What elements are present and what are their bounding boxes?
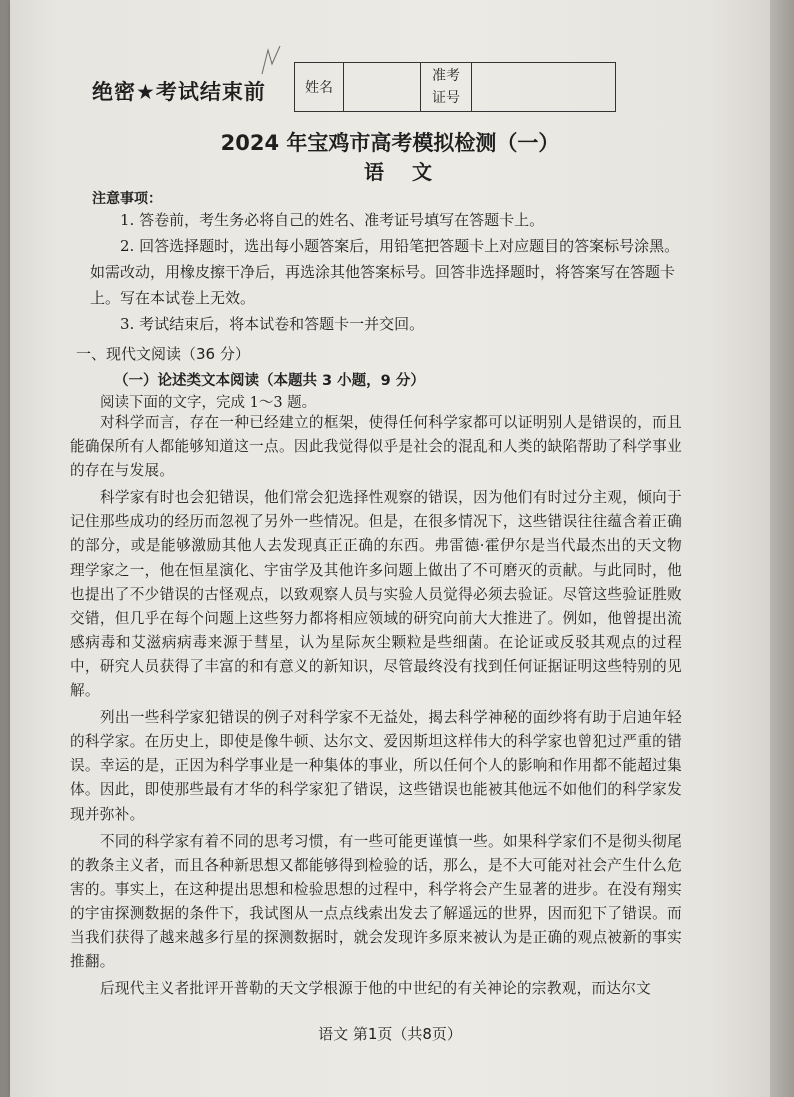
reading-instruction: 阅读下面的文字，完成 1～3 题。 <box>100 395 317 411</box>
passage-paragraph: 后现代主义者批评开普勒的天文学根源于他的中世纪的有关神论的宗教观，而达尔文 <box>100 980 652 998</box>
notice-item: 1. 答卷前，考生务必将自己的姓名、准考证号填写在答题卡上。 <box>120 211 545 229</box>
passage-paragraph: 对科学而言，存在一种已经建立的框架，使得任何科学家都可以证明别人是错误的，而且能确保所有人都能够知道这一点。因此我觉得似乎是社会的混乱和人类的缺陷帮助了科学事业的存在与发展。 <box>70 414 682 480</box>
passage-paragraph: 科学家有时也会犯错误，他们常会犯选择性观察的错误，因为他们有时过分主观，倾向于记住那些成功的经历而忽视了另外一些情况。但是，在很多情况下，这些错误往往蕴含着正确的部分，或是能够激励其他人去发现真正正确的东西。弗雷德·霍伊尔是当代最杰出的天文物理学家之一，他在恒星演化、宇宙学及其他许多问题上做出了不可磨灭的贡献。与此同时，他也提出了不少错误的古怪观点，以致观察人员与实验人员觉得必须去验证。尽管这些验证胜败交错，但几乎在每个问题上这些努力都将相应领域的研究向前大大推进了。例如，他曾提出流感病毒和艾滋病病毒来源于彗星，认为星际灰尘颗粒是些细菌。在论证或反驳其观点的过程中，研究人员获得了丰富的和有意义的新知识，尽管最终没有找到任何证据证明这些特别的见解。 <box>70 489 682 700</box>
notice-heading: 注意事项： <box>92 191 162 207</box>
confidential-label: 绝密★考试结束前 <box>92 80 266 104</box>
ticket-number-field[interactable] <box>472 63 616 112</box>
page-footer: 语文 第1页（共8页） <box>318 1025 462 1043</box>
next-page-edge <box>770 0 794 1097</box>
exam-title: 2024 年宝鸡市高考模拟检测（一） <box>220 131 560 155</box>
exam-paper <box>10 0 770 1097</box>
pen-stroke-mark <box>258 44 288 78</box>
name-label: 姓名 <box>295 63 344 112</box>
candidate-info-table <box>294 62 616 112</box>
subject-title: 语文 <box>364 160 460 184</box>
notice-item: 3. 考试结束后，将本试卷和答题卡一并交回。 <box>120 315 425 333</box>
reading-passage <box>70 411 682 1004</box>
name-field[interactable] <box>344 63 421 112</box>
notice-list <box>90 207 688 337</box>
passage-paragraph: 列出一些科学家犯错误的例子对科学家不无益处，揭去科学神秘的面纱将有助于启迪年轻的科学家。在历史上，即使是像牛顿、达尔文、爱因斯坦这样伟大的科学家也曾犯过严重的错误。幸运的是，正因为科学事业是一种集体的事业，所以任何个人的影响和作用都不能超过集体。因此，即使那些最有才华的科学家犯了错误，这些错误也能被其他远不如他们的科学家发现并弥补。 <box>70 709 682 823</box>
subsection-heading: （一）论述类文本阅读（本题共 3 小题，9 分） <box>114 373 425 389</box>
section-heading: 一、现代文阅读（36 分） <box>76 345 250 363</box>
notice-item: 2. 回答选择题时，选出每小题答案后，用铅笔把答题卡上对应题目的答案标号涂黑。如需改动，用橡皮擦干净后，再选涂其他答案标号。回答非选择题时，将答案写在答题卡上。写在本试卷上无效。 <box>90 237 680 307</box>
passage-paragraph: 不同的科学家有着不同的思考习惯，有一些可能更谨慎一些。如果科学家们不是彻头彻尾的教条主义者，而且各种新思想又都能够得到检验的话，那么，是不大可能对社会产生什么危害的。事实上，在这种提出思想和检验思想的过程中，科学将会产生显著的进步。在没有翔实的宇宙探测数据的条件下，我试图从一点点线索出发去了解遥远的世界，因而犯下了错误。而当我们获得了越来越多行星的探测数据时，就会发现许多原来被认为是正确的观点被新的事实推翻。 <box>70 832 682 971</box>
ticket-number-label: 准考 证号 <box>421 63 472 112</box>
